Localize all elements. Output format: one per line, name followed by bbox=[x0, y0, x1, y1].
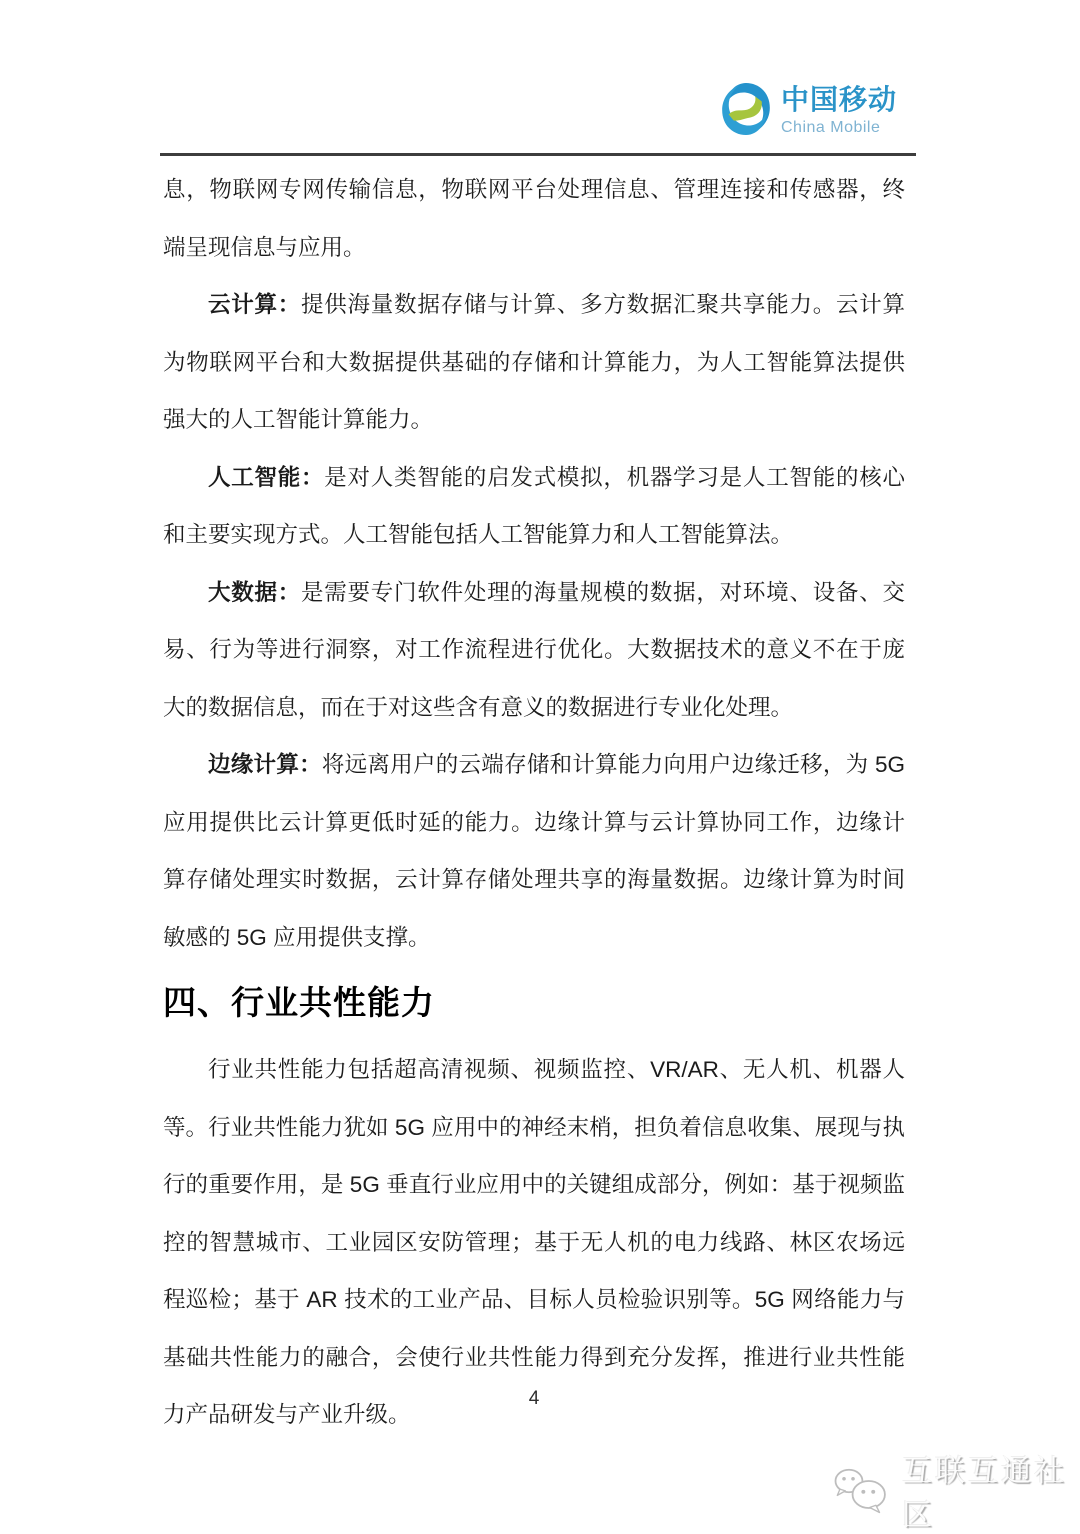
paragraph-text: 是对人类智能的启发式模拟，机器学习是人工智能的核心和主要实现方式。人工智能包括人工智能算力和人工智能算法。 bbox=[163, 464, 905, 547]
paragraph-edge-computing bbox=[163, 736, 905, 966]
section-heading: 四、行业共性能力 bbox=[163, 984, 435, 1021]
china-mobile-logo bbox=[720, 80, 897, 138]
paragraph-cloud-computing bbox=[163, 276, 905, 449]
header-divider bbox=[160, 153, 916, 156]
paragraph-lead: 边缘计算： bbox=[208, 752, 322, 777]
wechat-icon bbox=[831, 1462, 892, 1518]
paragraph-industry-capabilities bbox=[163, 1041, 905, 1444]
china-mobile-logo-icon bbox=[720, 80, 772, 138]
paragraph-big-data bbox=[163, 564, 905, 737]
community-watermark bbox=[831, 1446, 1080, 1534]
page-number: 4 bbox=[528, 1388, 540, 1409]
paragraph-lead: 人工智能： bbox=[208, 464, 325, 490]
paragraph-text: 是需要专门软件处理的海量规模的数据，对环境、设备、交易、行为等进行洞察，对工作流程进行优化。大数据技术的意义不在于庞大的数据信息，而在于对这些含有意义的数据进行专业化处理。 bbox=[163, 579, 905, 720]
paragraph-text: 息，物联网专网传输信息，物联网平台处理信息、管理连接和传感器，终端呈现信息与应用。 bbox=[163, 177, 905, 260]
paragraph-lead: 大数据： bbox=[208, 579, 302, 605]
logo-cn-label: 中国移动 bbox=[781, 84, 898, 115]
paragraph-text: 提供海量数据存储与计算、多方数据汇聚共享能力。云计算为物联网平台和大数据提供基础的存储和计算能力，为人工智能算法提供强大的人工智能计算能力。 bbox=[163, 292, 905, 432]
paragraph-text: 行业共性能力包括超高清视频、视频监控、VR/AR、无人机、机器人等。行业共性能力犹如 5G 应用中的神经末梢，担负着信息收集、展现与执行的重要作用，是 5G 垂直行业应用中的关键组成部分，例如：基于视频监控的智慧城市、工业园区安防管理；基于无人机的电力线路、林区农场远程巡检；基于 AR 技术的工业产品、目标人员检验识别等。5G 网络能力与基础共性能力的融合，会使行业共性能力得到充分发挥，推进行业共性能力产品研发与产业升级。 bbox=[163, 1057, 905, 1427]
logo-en-label: China Mobile bbox=[781, 119, 881, 136]
paragraph-ai bbox=[163, 449, 905, 564]
china-mobile-logo-text bbox=[781, 80, 897, 136]
paragraph-lead: 云计算： bbox=[208, 292, 302, 317]
watermark-label: 互联互通社区 bbox=[902, 1455, 1068, 1532]
paragraph-text: 将远离用户的云端存储和计算能力向用户边缘迁移，为 5G 应用提供比云计算更低时延的能力。边缘计算与云计算协同工作，边缘计算存储处理实时数据，云计算存储处理共享的海量数据。边缘计算为时间敏感的 5G 应用提供支撑。 bbox=[163, 752, 905, 950]
paragraph-continuation bbox=[163, 161, 905, 276]
document-body bbox=[163, 161, 905, 1444]
